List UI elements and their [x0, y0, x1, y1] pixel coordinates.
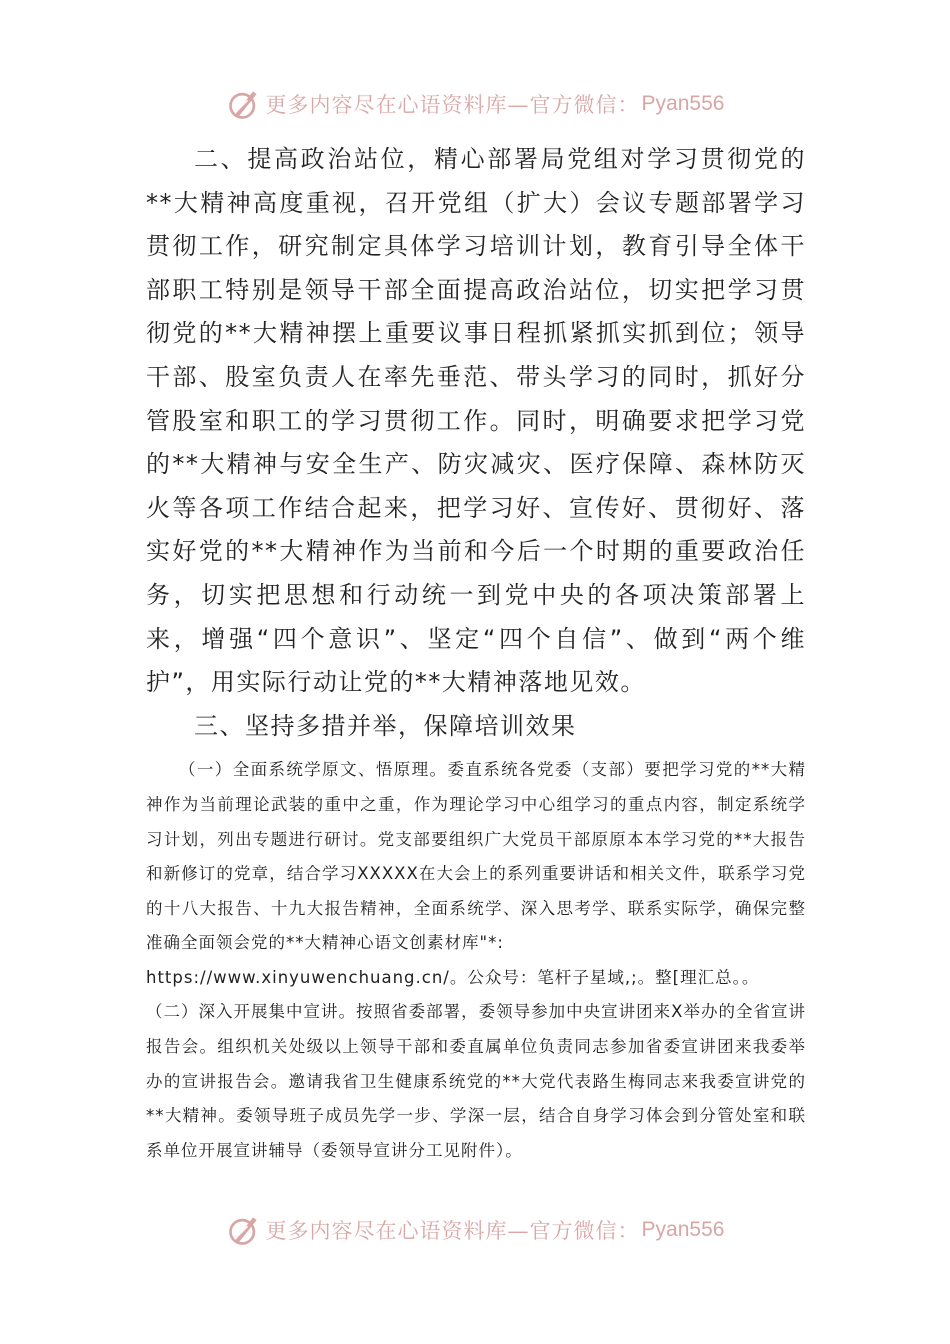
document-body: [146, 138, 806, 1168]
quill-pen-logo-icon: [226, 86, 262, 122]
watermark-banner-top: [0, 84, 950, 124]
banner-wechat-id: Pyan556: [641, 92, 725, 115]
banner-text: 更多内容尽在心语资料库—官方微信：: [265, 93, 640, 117]
banner-wechat-id: Pyan556: [641, 1218, 725, 1241]
paragraph-political-stance: 二、提高政治站位，精心部署局党组对学习贯彻党的**大精神高度重视，召开党组（扩大）会议专题部署学习贯彻工作，研究制定具体学习培训计划，教育引导全体干部职工特别是领导干部全面提高政治站位，切实把学习贯彻党的**大精神摆上重要议事日程抓紧抓实抓到位；领导干部、股室负责人在率先垂范、带头学习的同时，抓好分管股室和职工的学习贯彻工作。同时，明确要求把学习党的**大精神与安全生产、防灾减灾、医疗保障、森林防灭火等各项工作结合起来，把学习好、宣传好、贯彻好、落实好党的**大精神作为当前和今后一个时期的重要政治任务，切实把思想和行动统一到党中央的各项决策部署上来，增强“四个意识”、坚定“四个自信”、做到“两个维护”，用实际行动让党的**大精神落地见效。: [146, 145, 806, 697]
source-url-line: https://www.xinyuwenchuang.cn/。公众号：笔杆子星域,;。整[理汇总。。: [146, 967, 760, 987]
quill-pen-logo-icon: [226, 1212, 262, 1248]
paragraph-centralized-lecture: （二）深入开展集中宣讲。按照省委部署，委领导参加中央宣讲团来X举办的全省宣讲报告会。组织机关处级以上领导干部和委直属单位负责同志参加省委宣讲团来我委举办的宣讲报告会。邀请我省卫生健康系统党的**大党代表路生梅同志来我委宣讲党的**大精神。委领导班子成员先学一步、学深一层，结合自身学习体会到分管处室和联系单位开展宣讲辅导（委领导宣讲分工见附件）。: [146, 1002, 806, 1160]
section-heading-3: 三、坚持多措并举，保障培训效果: [194, 711, 577, 740]
paragraph-study-original: （一）全面系统学原文、悟原理。委直系统各党委（支部）要把学习党的**大精神作为当前理论武装的重中之重，作为理论学习中心组学习的重点内容，制定系统学习计划，列出专题进行研讨。党支部要组织广大党员干部原原本本学习党的**大报告和新修订的党章，结合学习XXXXX在大会上的系列重要讲话和相关文件，联系学习党的十八大报告、十九大报告精神，全面系统学、深入思考学、联系实际学，确保完整准确全面领会党的**大精神心语文创素材库"*:: [146, 760, 806, 953]
watermark-banner-bottom: [0, 1210, 950, 1250]
banner-text: 更多内容尽在心语资料库—官方微信：: [265, 1219, 640, 1243]
main-section: [146, 138, 806, 748]
sub-section: [146, 753, 806, 1168]
